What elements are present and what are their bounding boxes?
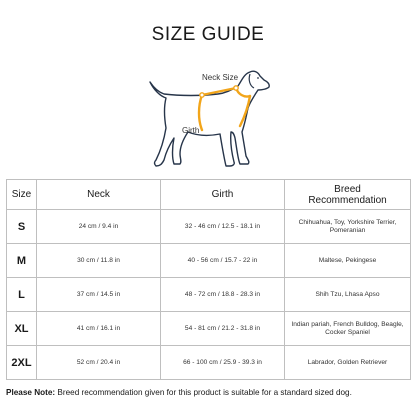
girth-cell: 32 - 46 cm / 12.5 - 18.1 in xyxy=(161,210,285,244)
header-breed: Breed Recommendation xyxy=(285,180,411,210)
table-header-row xyxy=(7,180,411,210)
table-row xyxy=(7,346,411,380)
size-cell: L xyxy=(7,278,37,312)
girth-label: Girth xyxy=(182,126,200,135)
size-cell: M xyxy=(7,244,37,278)
breed-cell: Maltese, Pekingese xyxy=(285,244,411,278)
girth-cell: 40 - 56 cm / 15.7 - 22 in xyxy=(161,244,285,278)
table-row xyxy=(7,210,411,244)
footnote xyxy=(6,388,410,397)
neck-cell: 24 cm / 9.4 in xyxy=(37,210,161,244)
table-row xyxy=(7,312,411,346)
breed-cell: Chihuahua, Toy, Yorkshire Terrier, Pomeranian xyxy=(285,210,411,244)
footnote-text: Breed recommendation given for this product is suitable for a standard sized dog. xyxy=(55,388,352,397)
girth-cell: 48 - 72 cm / 18.8 - 28.3 in xyxy=(161,278,285,312)
breed-cell: Shih Tzu, Lhasa Apso xyxy=(285,278,411,312)
girth-cell: 54 - 81 cm / 21.2 - 31.8 in xyxy=(161,312,285,346)
header-girth: Girth xyxy=(161,180,285,210)
header-size: Size xyxy=(7,180,37,210)
neck-cell: 41 cm / 16.1 in xyxy=(37,312,161,346)
header-neck: Neck xyxy=(37,180,161,210)
girth-cell: 66 - 100 cm / 25.9 - 39.3 in xyxy=(161,346,285,380)
size-cell: XL xyxy=(7,312,37,346)
neck-size-label: Neck Size xyxy=(202,73,239,82)
neck-cell: 30 cm / 11.8 in xyxy=(37,244,161,278)
table-row xyxy=(7,244,411,278)
footnote-label: Please Note: xyxy=(6,388,56,397)
size-cell: 2XL xyxy=(7,346,37,380)
size-cell: S xyxy=(7,210,37,244)
page-title: SIZE GUIDE xyxy=(151,24,265,45)
size-table xyxy=(6,179,411,380)
breed-cell: Labrador, Golden Retriever xyxy=(285,346,411,380)
breed-cell: Indian pariah, French Bulldog, Beagle, Cocker Spaniel xyxy=(285,312,411,346)
table-row xyxy=(7,278,411,312)
neck-cell: 52 cm / 20.4 in xyxy=(37,346,161,380)
neck-cell: 37 cm / 14.5 in xyxy=(37,278,161,312)
